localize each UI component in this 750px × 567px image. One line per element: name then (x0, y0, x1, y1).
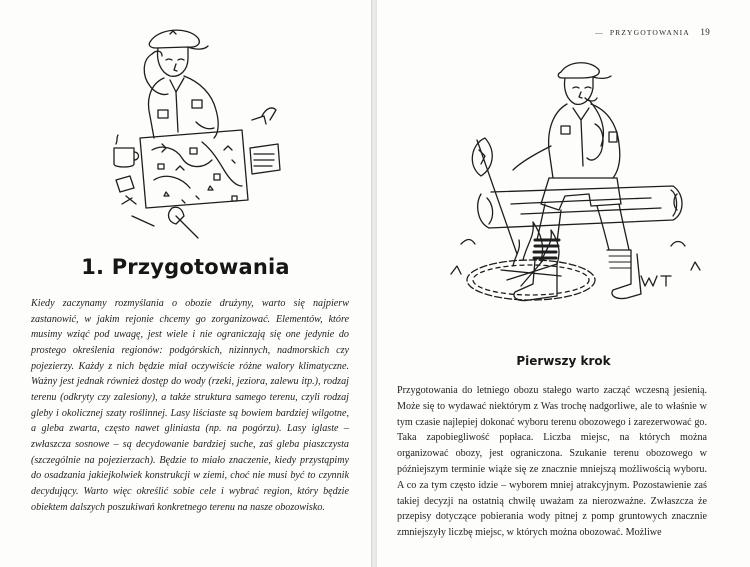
running-head (595, 27, 710, 37)
section-title: Pierwszy krok (516, 354, 611, 368)
right-page (377, 0, 750, 567)
chapter-title: 1. Przygotowania (81, 255, 290, 279)
scout-planning-map-illustration-icon (92, 20, 282, 245)
right-body-text: Przygotowania do letniego obozu stałego warto zacząć wczesną jesienią. Może się to wydawać niektórym z Was trochę nadgorliwe, ale to właśnie w tym czasie najlepiej dokonać wyboru terenu obozowego i zarezerwować go. Taka zapobiegliwość popłaca. Liczba miejsc, na których można organizować obozy, jest ograniczona. Szukanie terenu obozowego w późniejszym terminie wiąże się ze znacznie mniejszą możliwością wyboru. A co za tym często idzie – wyborem mniej atrakcyjnym. Pozostawienie zaś takiej decyzji na ostatnią chwilę uważam za nierozważne. Zwłaszcza że przepisy dotyczące pobierania wody pitnej z pomp gruntowych znacznie zmniejszyły liczbę miejsc, w których można obozować. Możliwe (397, 385, 707, 539)
scout-sitting-by-campfire-illustration-icon (441, 54, 711, 334)
left-body-text: Kiedy zaczynamy rozmyślania o obozie drużyny, warto się najpierw zastanowić, w jakim rejonie chcemy go zorganizować. Elementów, które musimy wziąć pod uwagę, jest wiele i nie ograniczają się one jedynie do prostego określenia regionów: podgórskich, nizinnych, nadmorskich czy pojezierzy. Każdy z nich będzie miał oczywiście różne walory klimatyczne. Ważny jest jednak również dostęp do wody (rzeki, jeziora, zalewu itp.), rodzaj terenu (odkryty czy zalesiony), a także struktura samego terenu, czyli rodzaj gleby i okolicznej szaty roślinnej. Lasy liściaste są bowiem bardziej wilgotne, a gleba zwarta, często nawet gliniasta (np. na pogórzu). Lasy iglaste – zwłaszcza sosnowe – są decydowanie bardziej suche, zaś gleba piaszczysta (szczególnie na pojezierzach). Będzie to miało znaczenie, kiedy przystąpimy do osadzania jakiejkolwiek konstrukcji w ziemi, choć nie musi być to czynnik decydujący. Warto więc określić sobie cele i wybrać region, który będzie obiektem dalszych poszukiwań konkretnego terenu na nasze obozowisko. (31, 298, 349, 513)
left-page (0, 0, 371, 567)
page-number: 19 (700, 27, 710, 37)
running-head-dash: — (595, 28, 604, 37)
running-head-title: PRZYGOTOWANIA (609, 28, 690, 37)
